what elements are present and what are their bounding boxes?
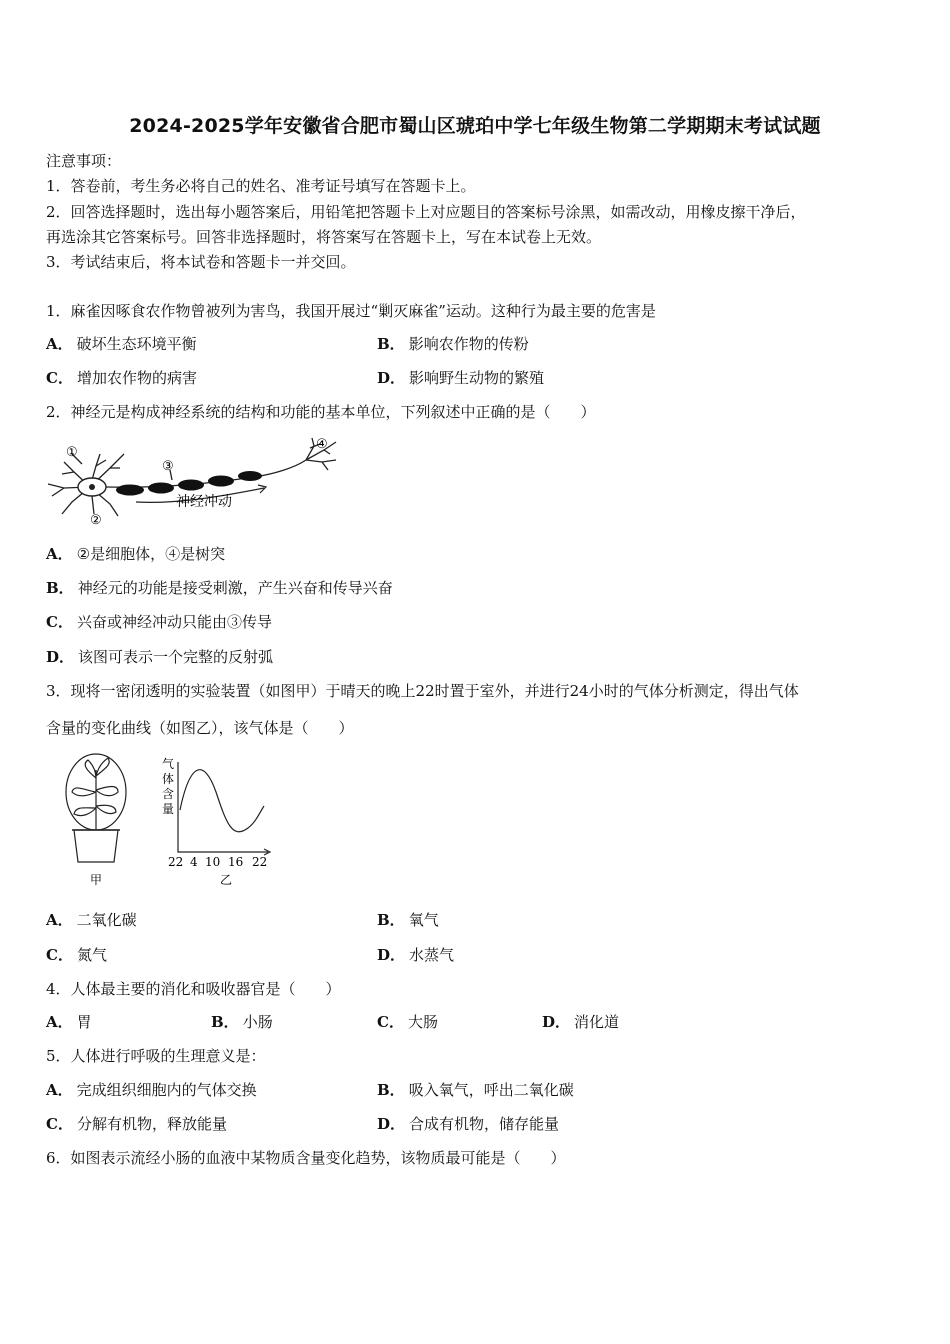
q3-stem-line1: 3．现将一密闭透明的实验装置（如图甲）于晴天的晚上22时置于室外，并进行24小时的气体分析测定，得出气体 xyxy=(46,682,799,700)
q5-option-d xyxy=(377,1114,559,1134)
q3-option-c-text: 氮气 xyxy=(76,946,107,964)
q4-option-b-letter: B． xyxy=(211,1013,239,1031)
q2-option-a-letter: A． xyxy=(46,545,73,563)
q5-stem: 5．人体进行呼吸的生理意义是： xyxy=(46,1047,266,1065)
notice-item-2: 2．回答选择题时，选出每小题答案后，用铅笔把答题卡上对应题目的答案标号涂黑，如需改动，用橡皮擦干净后， xyxy=(46,203,806,221)
fig-label-4: ④ xyxy=(316,437,328,452)
q4-option-a-text: 胃 xyxy=(76,1013,92,1031)
flower-pot xyxy=(74,830,118,862)
q5-option-b xyxy=(377,1080,574,1100)
q1-stem: 1．麻雀因啄食农作物曾被列为害鸟，我国开展过“剿灭麻雀”运动。这种行为最主要的危害是 xyxy=(46,302,656,320)
q3-option-a-text: 二氧化碳 xyxy=(76,911,137,929)
q4-option-c-letter: C． xyxy=(377,1013,404,1031)
q4-option-d xyxy=(542,1012,619,1032)
plant-leaf xyxy=(85,760,96,778)
q3-option-c xyxy=(46,945,107,965)
plant-leaf xyxy=(72,788,96,796)
fig-label-2: ② xyxy=(90,513,102,528)
q2-stem: 2．神经元是构成神经系统的结构和功能的基本单位，下列叙述中正确的是（ ） xyxy=(46,403,596,421)
cell-nucleus xyxy=(89,484,95,490)
y-label-char: 气 xyxy=(162,757,175,771)
plant-leaf xyxy=(96,787,118,796)
figure-jia-label: 甲 xyxy=(90,873,103,887)
q3-option-d-text: 水蒸气 xyxy=(409,946,455,964)
q1-option-c-text: 增加农作物的病害 xyxy=(76,369,197,387)
myelin-segment xyxy=(238,471,262,481)
q2-option-d-letter: D． xyxy=(46,648,75,666)
myelin-segment xyxy=(116,485,144,496)
q2-option-b-letter: B． xyxy=(46,579,74,597)
q5-option-b-text: 吸入氧气，呼出二氧化碳 xyxy=(408,1081,574,1099)
q5-option-a-letter: A． xyxy=(46,1081,73,1099)
q3-option-c-letter: C． xyxy=(46,946,73,964)
myelin-segment xyxy=(208,476,234,487)
notice-item-2-cont: 再选涂其它答案标号。回答非选择题时，将答案写在答题卡上，写在本试卷上无效。 xyxy=(46,228,602,246)
fig-label-1: ① xyxy=(66,445,78,460)
x-tick-label: 10 xyxy=(205,855,221,869)
myelin-segment xyxy=(178,480,204,491)
q4-option-c-text: 大肠 xyxy=(407,1013,438,1031)
q1-option-a xyxy=(46,334,197,354)
q3-stem-line2: 含量的变化曲线（如图乙），该气体是（ ） xyxy=(46,719,354,737)
q2-option-a xyxy=(46,544,225,564)
q4-option-a xyxy=(46,1012,92,1032)
q2-option-d xyxy=(46,647,273,667)
q5-option-a-text: 完成组织细胞内的气体交换 xyxy=(76,1081,257,1099)
q3-option-a xyxy=(46,910,137,930)
neuron-figure xyxy=(44,432,344,528)
plant-leaf xyxy=(96,805,116,813)
q4-stem: 4．人体最主要的消化和吸收器官是（ ） xyxy=(46,980,341,998)
q5-option-a xyxy=(46,1080,257,1100)
q5-option-d-text: 合成有机物，储存能量 xyxy=(409,1115,560,1133)
plant-leaf xyxy=(96,758,109,776)
y-label-char: 含 xyxy=(162,787,175,801)
q6-stem: 6．如图表示流经小肠的血液中某物质含量变化趋势，该物质最可能是（ ） xyxy=(46,1149,566,1167)
q1-option-b xyxy=(377,334,529,354)
myelin-segment xyxy=(148,483,174,494)
q3-option-b-text: 氧气 xyxy=(408,911,439,929)
q3-option-d xyxy=(377,945,454,965)
q1-option-d-text: 影响野生动物的繁殖 xyxy=(409,369,545,387)
x-tick-label: 22 xyxy=(168,855,184,869)
q3-option-a-letter: A． xyxy=(46,911,73,929)
q2-option-c-letter: C． xyxy=(46,613,73,631)
x-tick-label: 22 xyxy=(252,855,268,869)
q5-option-c xyxy=(46,1114,227,1134)
y-label-char: 量 xyxy=(162,802,175,816)
q5-option-c-letter: C． xyxy=(46,1115,73,1133)
y-label-char: 体 xyxy=(162,772,175,786)
plant-leaf xyxy=(74,808,96,816)
q4-option-d-letter: D． xyxy=(542,1013,571,1031)
x-tick-label: 16 xyxy=(228,855,244,869)
q5-option-d-letter: D． xyxy=(377,1115,406,1133)
q3-option-d-letter: D． xyxy=(377,946,406,964)
q4-option-b-text: 小肠 xyxy=(242,1013,273,1031)
q1-option-b-letter: B． xyxy=(377,335,405,353)
page-title: 2024-2025学年安徽省合肥市蜀山区琥珀中学七年级生物第二学期期末考试试题 xyxy=(129,115,821,137)
q2-option-c-text: 兴奋或神经冲动只能由③传导 xyxy=(76,613,272,631)
q5-option-b-letter: B． xyxy=(377,1081,405,1099)
fig-label-3: ③ xyxy=(162,459,174,474)
q1-option-a-letter: A． xyxy=(46,335,73,353)
gas-curve xyxy=(180,770,264,832)
q4-option-a-letter: A． xyxy=(46,1013,73,1031)
q2-option-a-text: ②是细胞体，④是树突 xyxy=(76,545,226,563)
q1-option-c xyxy=(46,368,197,388)
q1-option-d xyxy=(377,368,544,388)
notice-item-1: 1．答卷前，考生务必将自己的姓名、准考证号填写在答题卡上。 xyxy=(46,177,476,195)
figure-yi xyxy=(160,752,276,888)
q2-option-b xyxy=(46,578,393,598)
q5-option-c-text: 分解有机物，释放能量 xyxy=(76,1115,227,1133)
q2-option-c xyxy=(46,612,272,632)
q1-option-b-text: 影响农作物的传粉 xyxy=(408,335,529,353)
q4-option-d-text: 消化道 xyxy=(574,1013,620,1031)
q3-option-b xyxy=(377,910,439,930)
q4-option-c xyxy=(377,1012,438,1032)
q4-option-b xyxy=(211,1012,273,1032)
q1-option-a-text: 破坏生态环境平衡 xyxy=(76,335,197,353)
notice-heading: 注意事项： xyxy=(46,152,122,170)
x-tick-label: 4 xyxy=(190,855,198,869)
figure-yi-label: 乙 xyxy=(220,873,233,887)
q3-option-b-letter: B． xyxy=(377,911,405,929)
notice-item-3: 3．考试结束后，将本试卷和答题卡一并交回。 xyxy=(46,253,356,271)
q1-option-d-letter: D． xyxy=(377,369,406,387)
q2-option-b-text: 神经元的功能是接受刺激，产生兴奋和传导兴奋 xyxy=(77,579,393,597)
q2-option-d-text: 该图可表示一个完整的反射弧 xyxy=(78,648,274,666)
q1-option-c-letter: C． xyxy=(46,369,73,387)
figure-jia xyxy=(60,750,132,888)
fig-caption-impulse: 神经冲动 xyxy=(176,494,232,510)
